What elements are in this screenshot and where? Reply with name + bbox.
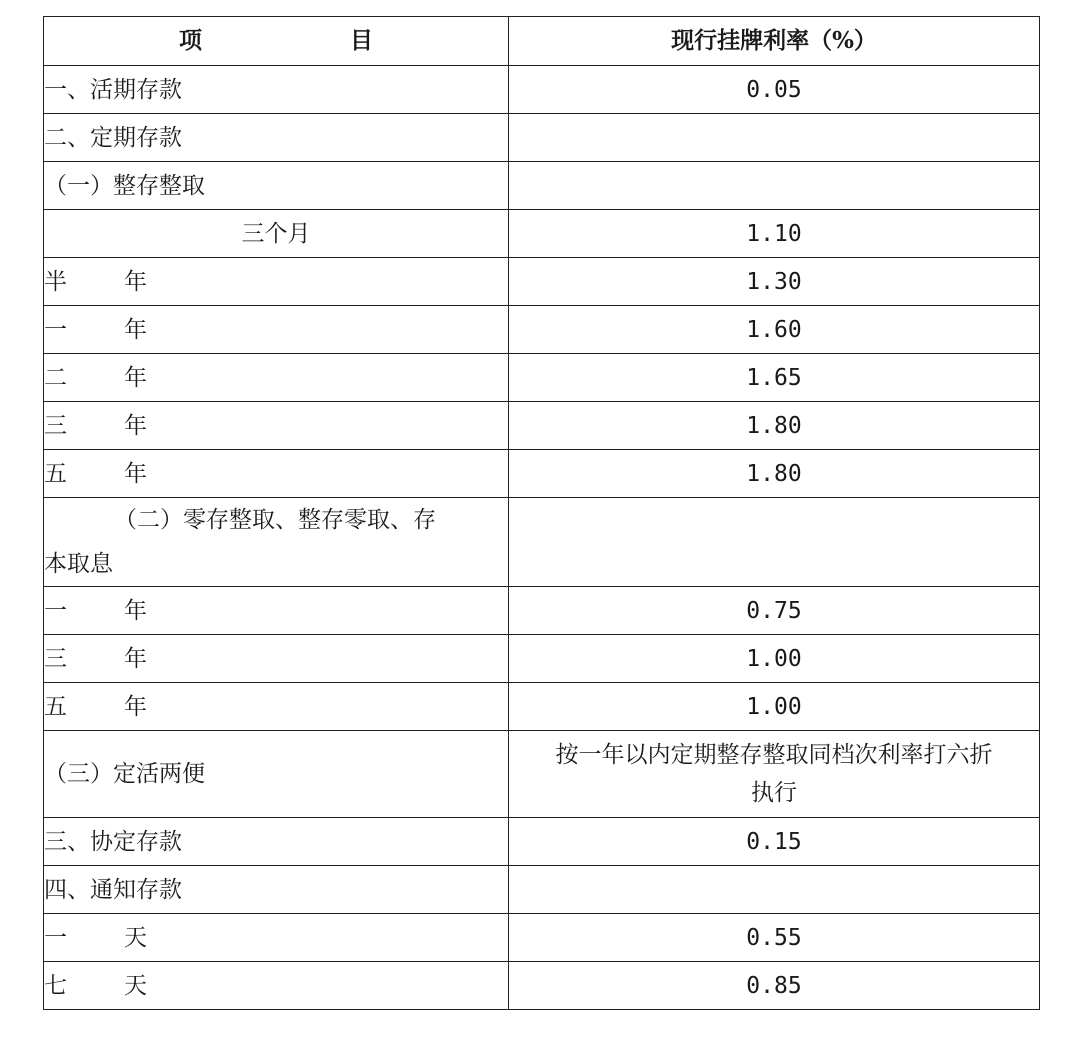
table-row bbox=[44, 114, 1040, 162]
rate-cell bbox=[509, 498, 1040, 587]
rate-cell: 1.80 bbox=[509, 450, 1040, 498]
term-unit: 年 bbox=[124, 645, 147, 672]
rate-cell: 1.60 bbox=[509, 306, 1040, 354]
term-unit: 天 bbox=[124, 924, 147, 951]
item-cell bbox=[44, 683, 509, 731]
item-cell: 三个月 bbox=[44, 210, 509, 258]
rate-note-line-1: 按一年以内定期整存整取同档次利率打六折 bbox=[555, 742, 993, 768]
term-unit: 年 bbox=[124, 316, 147, 343]
item-line-1: （二）零存整取、整存零取、存 bbox=[114, 507, 436, 533]
item-cell: 四、通知存款 bbox=[44, 866, 509, 914]
item-cell bbox=[44, 962, 509, 1010]
table-row bbox=[44, 258, 1040, 306]
header-rate-column: 现行挂牌利率（%） bbox=[509, 17, 1040, 66]
rate-cell: 1.00 bbox=[509, 683, 1040, 731]
table-row bbox=[44, 402, 1040, 450]
term-number: 一 bbox=[44, 316, 67, 343]
table-row bbox=[44, 731, 1040, 818]
item-cell: （三）定活两便 bbox=[44, 731, 509, 818]
term-number: 七 bbox=[44, 972, 67, 999]
item-cell: 二、定期存款 bbox=[44, 114, 509, 162]
item-cell bbox=[44, 354, 509, 402]
item-cell bbox=[44, 587, 509, 635]
table-row bbox=[44, 210, 1040, 258]
table-row bbox=[44, 818, 1040, 866]
header-item-column bbox=[44, 17, 509, 66]
table-row bbox=[44, 635, 1040, 683]
rate-cell: 1.00 bbox=[509, 635, 1040, 683]
rate-cell: 1.30 bbox=[509, 258, 1040, 306]
term-number: 五 bbox=[44, 693, 67, 720]
table-row bbox=[44, 498, 1040, 587]
term-unit: 年 bbox=[124, 597, 147, 624]
rate-cell bbox=[509, 162, 1040, 210]
item-cell bbox=[44, 402, 509, 450]
item-cell: 一、活期存款 bbox=[44, 66, 509, 114]
term-number: 三 bbox=[44, 645, 67, 672]
item-cell bbox=[44, 306, 509, 354]
rate-cell: 0.55 bbox=[509, 914, 1040, 962]
deposit-rate-table bbox=[43, 16, 1040, 1010]
item-cell bbox=[44, 450, 509, 498]
item-cell bbox=[44, 914, 509, 962]
term-unit: 年 bbox=[124, 412, 147, 439]
table-row bbox=[44, 354, 1040, 402]
table-row bbox=[44, 914, 1040, 962]
item-line-2: 本取息 bbox=[44, 551, 113, 577]
table-row bbox=[44, 66, 1040, 114]
term-unit: 天 bbox=[124, 972, 147, 999]
header-item-char-2: 目 bbox=[350, 27, 373, 54]
rate-cell: 1.80 bbox=[509, 402, 1040, 450]
rate-cell: 0.15 bbox=[509, 818, 1040, 866]
term-number: 一 bbox=[44, 597, 67, 624]
table-row bbox=[44, 962, 1040, 1010]
table-row bbox=[44, 866, 1040, 914]
rate-cell: 0.85 bbox=[509, 962, 1040, 1010]
rate-cell bbox=[509, 114, 1040, 162]
item-cell bbox=[44, 635, 509, 683]
term-number: 二 bbox=[44, 364, 67, 391]
table-row bbox=[44, 306, 1040, 354]
term-number: 三 bbox=[44, 412, 67, 439]
table-row bbox=[44, 683, 1040, 731]
term-unit: 年 bbox=[124, 693, 147, 720]
rate-note-line-2: 执行 bbox=[751, 780, 797, 806]
rate-cell: 0.75 bbox=[509, 587, 1040, 635]
rate-cell: 0.05 bbox=[509, 66, 1040, 114]
rate-cell: 1.10 bbox=[509, 210, 1040, 258]
rate-cell bbox=[509, 866, 1040, 914]
table-row bbox=[44, 450, 1040, 498]
term-unit: 年 bbox=[124, 460, 147, 487]
header-item-char-1: 项 bbox=[179, 27, 202, 54]
term-unit: 年 bbox=[124, 268, 147, 295]
table-header-row bbox=[44, 17, 1040, 66]
term-unit: 年 bbox=[124, 364, 147, 391]
rate-cell: 1.65 bbox=[509, 354, 1040, 402]
term-number: 五 bbox=[44, 460, 67, 487]
table-row bbox=[44, 162, 1040, 210]
item-cell bbox=[44, 258, 509, 306]
item-cell bbox=[44, 498, 509, 587]
item-cell: （一）整存整取 bbox=[44, 162, 509, 210]
rate-note-cell bbox=[509, 731, 1040, 818]
item-cell: 三、协定存款 bbox=[44, 818, 509, 866]
table-row bbox=[44, 587, 1040, 635]
term-number: 半 bbox=[44, 268, 67, 295]
term-number: 一 bbox=[44, 924, 67, 951]
